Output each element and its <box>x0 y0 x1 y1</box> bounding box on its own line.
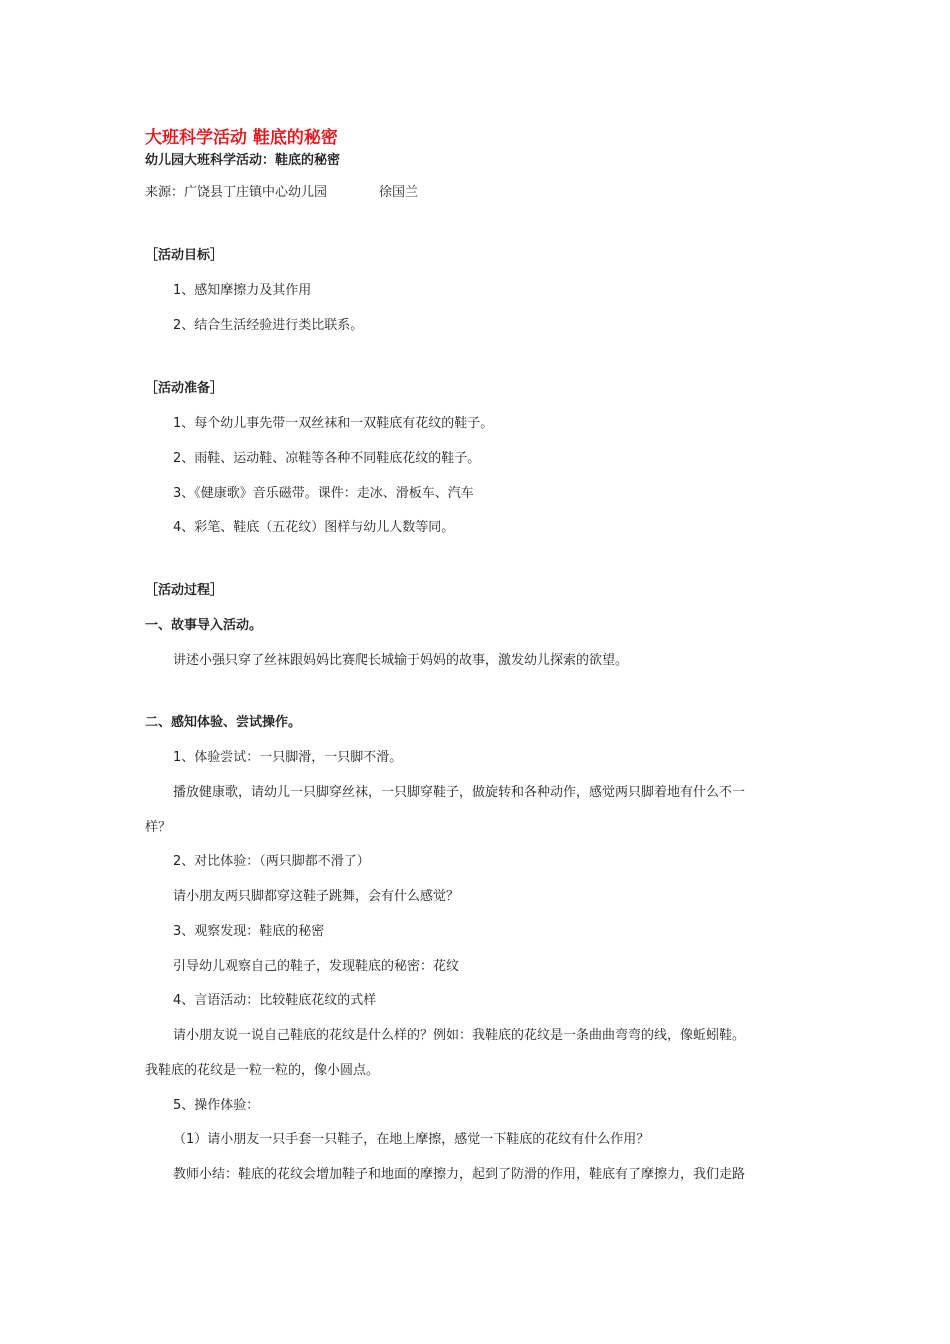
document-subtitle: 幼儿园大班科学活动：鞋底的秘密 <box>145 153 341 168</box>
section-heading-prep: ［活动准备］ <box>145 381 224 396</box>
section-heading-process: ［活动过程］ <box>145 583 224 598</box>
paragraph: 教师小结：鞋底的花纹会增加鞋子和地面的摩擦力，起到了防滑的作用，鞋底有了摩擦力，我们走路 <box>173 1167 746 1182</box>
author-name: 徐国兰 <box>379 185 419 200</box>
goal-item: 2、结合生活经验进行类比联系。 <box>173 318 364 333</box>
paragraph: 请小朋友两只脚都穿这鞋子跳舞，会有什么感觉？ <box>173 889 460 904</box>
paragraph: 讲述小强只穿了丝袜跟妈妈比赛爬长城输于妈妈的故事，激发幼儿探索的欲望。 <box>173 653 629 668</box>
paragraph: 3、观察发现：鞋底的秘密 <box>173 924 325 939</box>
step-title: 二、感知体验、尝试操作。 <box>145 715 302 730</box>
paragraph: 引导幼儿观察自己的鞋子，发现鞋底的秘密：花纹 <box>173 959 460 974</box>
prep-item: 2、雨鞋、运动鞋、凉鞋等各种不同鞋底花纹的鞋子。 <box>173 451 481 466</box>
paragraph: 1、体验尝试：一只脚滑，一只脚不滑。 <box>173 750 403 765</box>
prep-item: 1、每个幼儿事先带一双丝袜和一双鞋底有花纹的鞋子。 <box>173 416 494 431</box>
paragraph: 4、言语活动：比较鞋底花纹的式样 <box>173 993 377 1008</box>
section-heading-goal: ［活动目标］ <box>145 248 224 263</box>
paragraph: （1）请小朋友一只手套一只鞋子，在地上摩擦，感觉一下鞋底的花纹有什么作用？ <box>173 1132 650 1147</box>
source-line <box>145 184 418 202</box>
paragraph: 播放健康歌，请幼儿一只脚穿丝袜，一只脚穿鞋子，做旋转和各种动作，感觉两只脚着地有什么不一 <box>173 785 746 800</box>
prep-item: 4、彩笔、鞋底（五花纹）图样与幼儿人数等同。 <box>173 520 455 535</box>
step-title: 一、故事导入活动。 <box>145 618 263 633</box>
goal-item: 1、感知摩擦力及其作用 <box>173 283 312 298</box>
paragraph: 样？ <box>145 820 172 835</box>
paragraph: 我鞋底的花纹是一粒一粒的，像小圆点。 <box>145 1063 380 1078</box>
paragraph: 2、对比体验：（两只脚都不滑了） <box>173 854 370 869</box>
document-title: 大班科学活动 鞋底的秘密 <box>145 128 338 148</box>
paragraph: 5、操作体验： <box>173 1098 260 1113</box>
prep-item: 3、《健康歌》音乐磁带。课件：走冰、滑板车、汽车 <box>173 486 474 501</box>
source-label: 来源：广饶县丁庄镇中心幼儿园 <box>145 185 328 200</box>
paragraph: 请小朋友说一说自己鞋底的花纹是什么样的？例如：我鞋底的花纹是一条曲曲弯弯的线，像蚯蚓鞋。 <box>173 1028 746 1043</box>
